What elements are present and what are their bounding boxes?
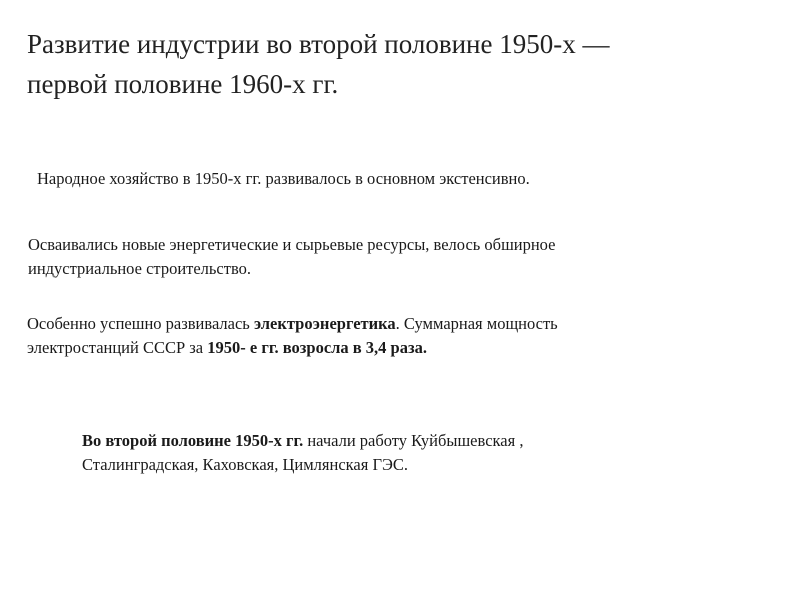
paragraph-3-line-2 bbox=[27, 336, 558, 360]
paragraph-4-line-1 bbox=[82, 429, 523, 453]
paragraph-4-highlight-period: Во второй половине 1950-х гг. bbox=[82, 431, 304, 450]
slide-title bbox=[27, 24, 767, 104]
paragraph-3-line-1-prefix: Особенно успешно развивалась bbox=[27, 314, 254, 333]
paragraph-3-line-2-prefix: электростанций СССР за bbox=[27, 338, 208, 357]
paragraph-2-line-2: индустриальное строительство. bbox=[28, 259, 252, 278]
paragraph-2-line-1: Осваивались новые энергетические и сырьевые ресурсы, велось обширное bbox=[28, 235, 556, 254]
paragraph-new-resources bbox=[28, 233, 555, 281]
paragraph-3-line-1 bbox=[27, 312, 558, 336]
paragraph-3-line-1-suffix: . Суммарная мощность bbox=[395, 314, 558, 333]
slide-title-line-2: первой половине 1960-х гг. bbox=[27, 69, 339, 99]
paragraph-4-line-2: Сталинградская, Каховская, Цимлянская ГЭС. bbox=[82, 455, 409, 474]
paragraph-3-highlight-growth: 1950- е гг. возросла в 3,4 раза. bbox=[207, 338, 427, 357]
paragraph-electric-power bbox=[27, 312, 558, 360]
paragraph-1-text: Народное хозяйство в 1950-х гг. развивалось в основном экстенсивно. bbox=[37, 169, 530, 188]
paragraph-hydro-stations bbox=[82, 429, 523, 477]
slide-title-line-1: Развитие индустрии во второй половине 1950-х — bbox=[27, 29, 610, 59]
paragraph-extensive-economy bbox=[37, 167, 530, 191]
paragraph-4-line-1-suffix: начали работу Куйбышевская , bbox=[303, 431, 524, 450]
paragraph-3-highlight-electroenergetics: электроэнергетика bbox=[253, 314, 396, 333]
